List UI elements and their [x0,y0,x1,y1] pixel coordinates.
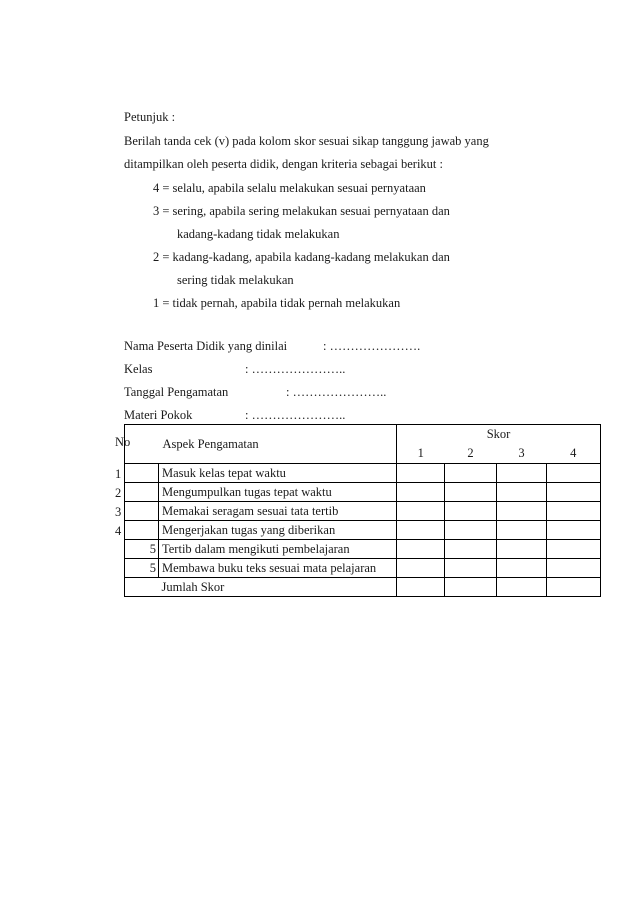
skor-col-4: 4 [547,443,601,463]
assessment-table [124,424,601,597]
header-no: No [115,435,131,449]
nama-value: : …………………. [323,339,421,353]
row-aspek-3: Memakai seragam sesuai tata tertib [159,501,397,520]
instruction-line-1: Berilah tanda cek (v) pada kolom skor sesuai sikap tanggung jawab yang [124,134,489,148]
tanggal-label: Tanggal Pengamatan [124,385,229,399]
row-no-4: 4 [115,524,122,538]
row-no-3: 3 [115,505,122,519]
kelas-value: : ………………….. [245,362,346,376]
score-cell[interactable] [397,558,445,577]
score-cell[interactable] [445,463,497,482]
row-no-6: 5 [125,558,159,577]
criteria-3-continued: kadang-kadang tidak melakukan [177,227,340,241]
criteria-4: 4 = selalu, apabila selalu melakukan sesuai pernyataan [153,181,426,195]
score-cell[interactable] [497,539,547,558]
row-no-2: 2 [115,486,122,500]
skor-col-1: 1 [397,443,445,463]
petunjuk-label: Petunjuk : [124,110,176,124]
header-aspek: Aspek Pengamatan [159,425,397,464]
skor-col-2: 2 [467,445,474,460]
row-no-5: 5 [125,539,159,558]
row-aspek-5: Tertib dalam mengikuti pembelajaran [159,539,397,558]
kelas-label: Kelas [124,362,153,376]
table-row [125,501,601,520]
score-cell[interactable] [497,520,547,539]
skor-col-3: 3 [518,445,525,460]
table-row [125,463,601,482]
score-cell[interactable] [445,539,497,558]
total-cell[interactable] [445,577,497,596]
criteria-1: 1 = tidak pernah, apabila tidak pernah melakukan [153,296,401,310]
materi-label: Materi Pokok [124,408,193,422]
total-cell[interactable] [497,577,547,596]
score-cell[interactable] [547,539,601,558]
score-cell[interactable] [497,482,547,501]
header-no-cell [125,425,159,464]
criteria-3: 3 = sering, apabila sering melakukan sesuai pernyataan dan [153,204,450,218]
total-cell[interactable] [547,577,601,596]
score-cell[interactable] [397,520,445,539]
row-aspek-1: Masuk kelas tepat waktu [159,463,397,482]
tanggal-value: : ………………….. [286,385,387,399]
table-total-row [125,577,601,596]
criteria-2: 2 = kadang-kadang, apabila kadang-kadang melakukan dan [153,250,450,264]
table-row [125,520,601,539]
score-cell[interactable] [547,520,601,539]
score-cell[interactable] [547,463,601,482]
criteria-2-continued: sering tidak melakukan [177,273,294,287]
score-cell[interactable] [445,501,497,520]
score-cell[interactable] [497,463,547,482]
instruction-line-2: ditampilkan oleh peserta didik, dengan kriteria sebagai berikut : [124,157,443,171]
score-cell[interactable] [445,558,497,577]
score-cell[interactable] [497,558,547,577]
jumlah-skor-label: Jumlah Skor [159,577,397,596]
score-cell[interactable] [547,482,601,501]
score-cell[interactable] [397,463,445,482]
score-cell[interactable] [445,520,497,539]
header-skor: Skor [397,425,601,444]
nama-label: Nama Peserta Didik yang dinilai [124,339,288,353]
score-cell[interactable] [497,501,547,520]
row-aspek-4: Mengerjakan tugas yang diberikan [159,520,397,539]
score-cell[interactable] [397,482,445,501]
table-row [125,558,601,577]
total-cell[interactable] [397,577,445,596]
table-row [125,539,601,558]
row-aspek-6: Membawa buku teks sesuai mata pelajaran [159,558,397,577]
materi-value: : ………………….. [245,408,346,422]
row-no-1: 1 [115,467,122,481]
row-aspek-2: Mengumpulkan tugas tepat waktu [159,482,397,501]
score-cell[interactable] [445,482,497,501]
score-cell[interactable] [397,539,445,558]
table-row [125,482,601,501]
score-cell[interactable] [547,558,601,577]
score-cell[interactable] [547,501,601,520]
table-header-row [125,425,601,444]
score-cell[interactable] [397,501,445,520]
